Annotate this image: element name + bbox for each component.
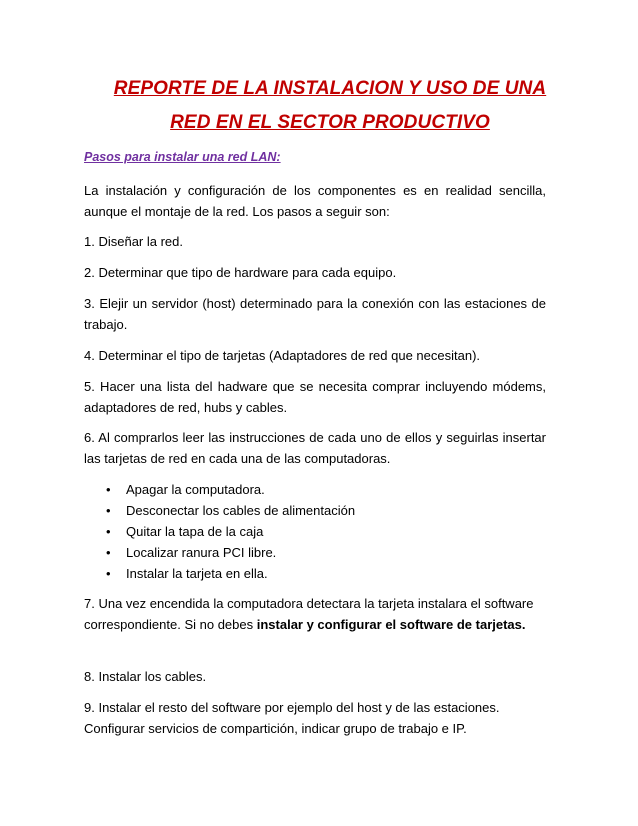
list-item-text: Localizar ranura PCI libre. [126,545,277,560]
intro-paragraph: La instalación y configuración de los componentes es en realidad sencilla, aunque el montaje de la red. Los pasos a seguir son: [84,183,546,219]
step-7-bold-text: instalar y configurar el software de tarjetas. [256,617,526,632]
step-9-line-2: Configurar servicios de compartición, indicar grupo de trabajo e IP. [84,721,467,736]
title-line-1: REPORTE DE LA INSTALACION Y USO DE UNA [113,78,547,99]
step-8: 8. Instalar los cables. [84,669,207,684]
list-item-text: Instalar la tarjeta en ella. [126,566,268,581]
step-7-text: 7. Una vez encendida la computadora detectara la tarjeta instalara el software correspondiente. Si no debes [84,596,534,632]
title-line-2: RED EN EL SECTOR PRODUCTIVO [170,112,490,133]
step-9 [84,697,546,739]
list-item-text: Desconectar los cables de alimentación [126,503,356,518]
bullet-icon: • [106,503,111,518]
step-2: 2. Determinar que tipo de hardware para cada equipo. [84,265,397,280]
bullet-icon: • [106,524,111,539]
step-3: 3. Elejir un servidor (host) determinado para la conexión con las estaciones de trabajo. [84,296,546,332]
bullet-icon: • [106,566,111,581]
list-item-text: Quitar la tapa de la caja [126,524,264,539]
step-5: 5. Hacer una lista del hadware que se necesita comprar incluyendo módems, adaptadores de red, hubs y cables. [84,379,546,415]
step-9-line-1: 9. Instalar el resto del software por ejemplo del host y de las estaciones. [84,700,500,715]
step-6: 6. Al comprarlos leer las instrucciones de cada uno de ellos y seguirlas insertar las tarjetas de red en cada una de las computadoras. [84,430,546,466]
step-1: 1. Diseñar la red. [84,234,183,249]
step-4: 4. Determinar el tipo de tarjetas (Adaptadores de red que necesitan). [84,348,481,363]
section-subtitle: Pasos para instalar una red LAN: [84,150,281,164]
list-item-text: Apagar la computadora. [126,482,265,497]
bullet-icon: • [106,545,111,560]
step-7 [84,593,546,635]
bullet-icon: • [106,482,111,497]
